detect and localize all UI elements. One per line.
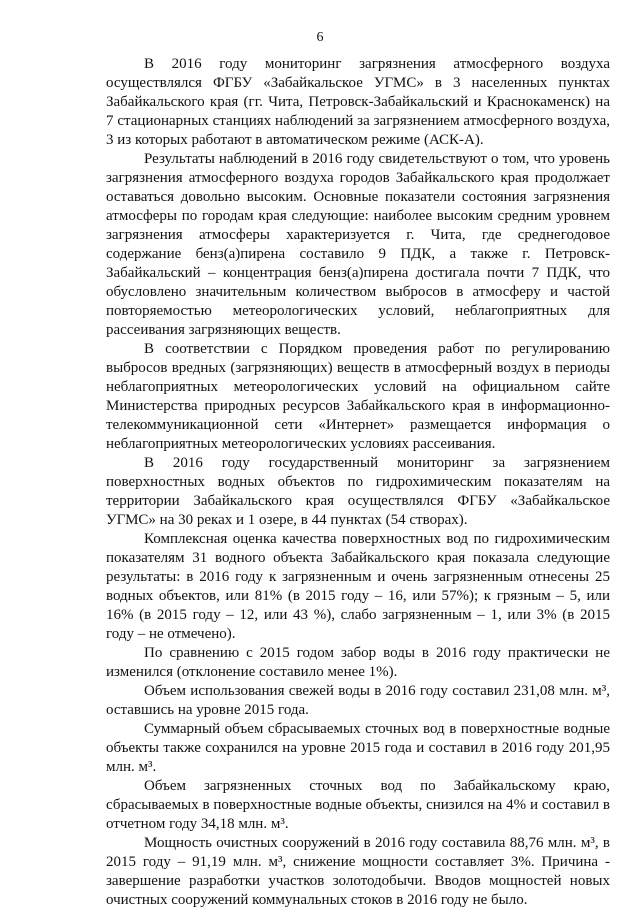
page-number: 6	[316, 30, 324, 45]
paragraph-air-monitoring: В 2016 году мониторинг загрязнения атмосферного воздуха осуществлялся ФГБУ «Забайкальское УГМС» в 3 населенных пунктах Забайкальского края (гг. Чита, Петровск-Забайкальский и Краснокаменск) на 7 стационарных станциях наблюдений за загрязнением атмосферного воздуха, 3 из которых работают в автоматическом режиме (АСК-А).	[106, 56, 610, 148]
paragraph-observation-results: Результаты наблюдений в 2016 году свидетельствуют о том, что уровень загрязнения атмосферного воздуха городов Забайкальского края продолжает оставаться довольно высоким. Основные показатели состояния загрязнения атмосферы по городам края следующие: наиболее высоким средним уровнем загрязнения атмосферы характеризуется г. Чита, где среднегодовое содержание бенз(а)пирена составило 9 ПДК, а также г. Петровск-Забайкальский – концентрация бенз(а)пирена достигала почти 7 ПДК, что обусловлено значительным количеством выбросов в атмосферу и частой повторяемостью метеорологических условий, неблагоприятных для рассеивания загрязняющих веществ.	[106, 151, 610, 338]
paragraph-emission-regulation: В соответствии с Порядком проведения работ по регулированию выбросов вредных (загрязняющих) веществ в атмосферный воздух в периоды неблагоприятных метеорологических условий на официальном сайте Министерства природных ресурсов Забайкальского края в информационно-телекоммуникационной сети «Интернет» размещается информация о неблагоприятных метеорологических условиях рассеивания.	[106, 341, 610, 452]
paragraph-wastewater-volume: Суммарный объем сбрасываемых сточных вод в поверхностные водные объекты также сохранился на уровне 2015 года и составил в 2016 году 201,95 млн. м³.	[106, 721, 610, 775]
paragraph-polluted-wastewater: Объем загрязненных сточных вод по Забайкальскому краю, сбрасываемых в поверхностные водные объекты, снизился на 4% и составил в отчетном году 34,18 млн. м³.	[106, 778, 610, 832]
paragraph-fresh-water-use: Объем использования свежей воды в 2016 году составил 231,08 млн. м³, оставшись на уровне 2015 года.	[106, 683, 610, 718]
document-body	[106, 55, 610, 910]
paragraph-treatment-capacity: Мощность очистных сооружений в 2016 году составила 88,76 млн. м³, в 2015 году – 91,19 млн. м³, снижение мощности составляет 3%. Причина - завершение разработки участков золотодобычи. Вводов мощностей новых очистных сооружений коммунальных стоков в 2016 году не было.	[106, 835, 610, 908]
paragraph-water-intake: По сравнению с 2015 годом забор воды в 2016 году практически не изменился (отклонение составило менее 1%).	[106, 645, 610, 680]
paragraph-water-monitoring: В 2016 году государственный мониторинг за загрязнением поверхностных водных объектов по гидрохимическим показателям на территории Забайкальского края осуществлялся ФГБУ «Забайкальское УГМС» на 30 реках и 1 озере, в 44 пунктах (54 створах).	[106, 455, 610, 528]
paragraph-water-quality-assessment: Комплексная оценка качества поверхностных вод по гидрохимическим показателям 31 водного объекта Забайкальского края показала следующие результаты: в 2016 году к загрязненным и очень загрязненным отнесены 25 водных объектов, или 81% (в 2015 году – 16, или 57%); к грязным – 5, или 16% (в 2015 году – 12, или 43 %), слабо загрязненным – 1, или 3% (в 2015 году – не отмечено).	[106, 531, 610, 642]
